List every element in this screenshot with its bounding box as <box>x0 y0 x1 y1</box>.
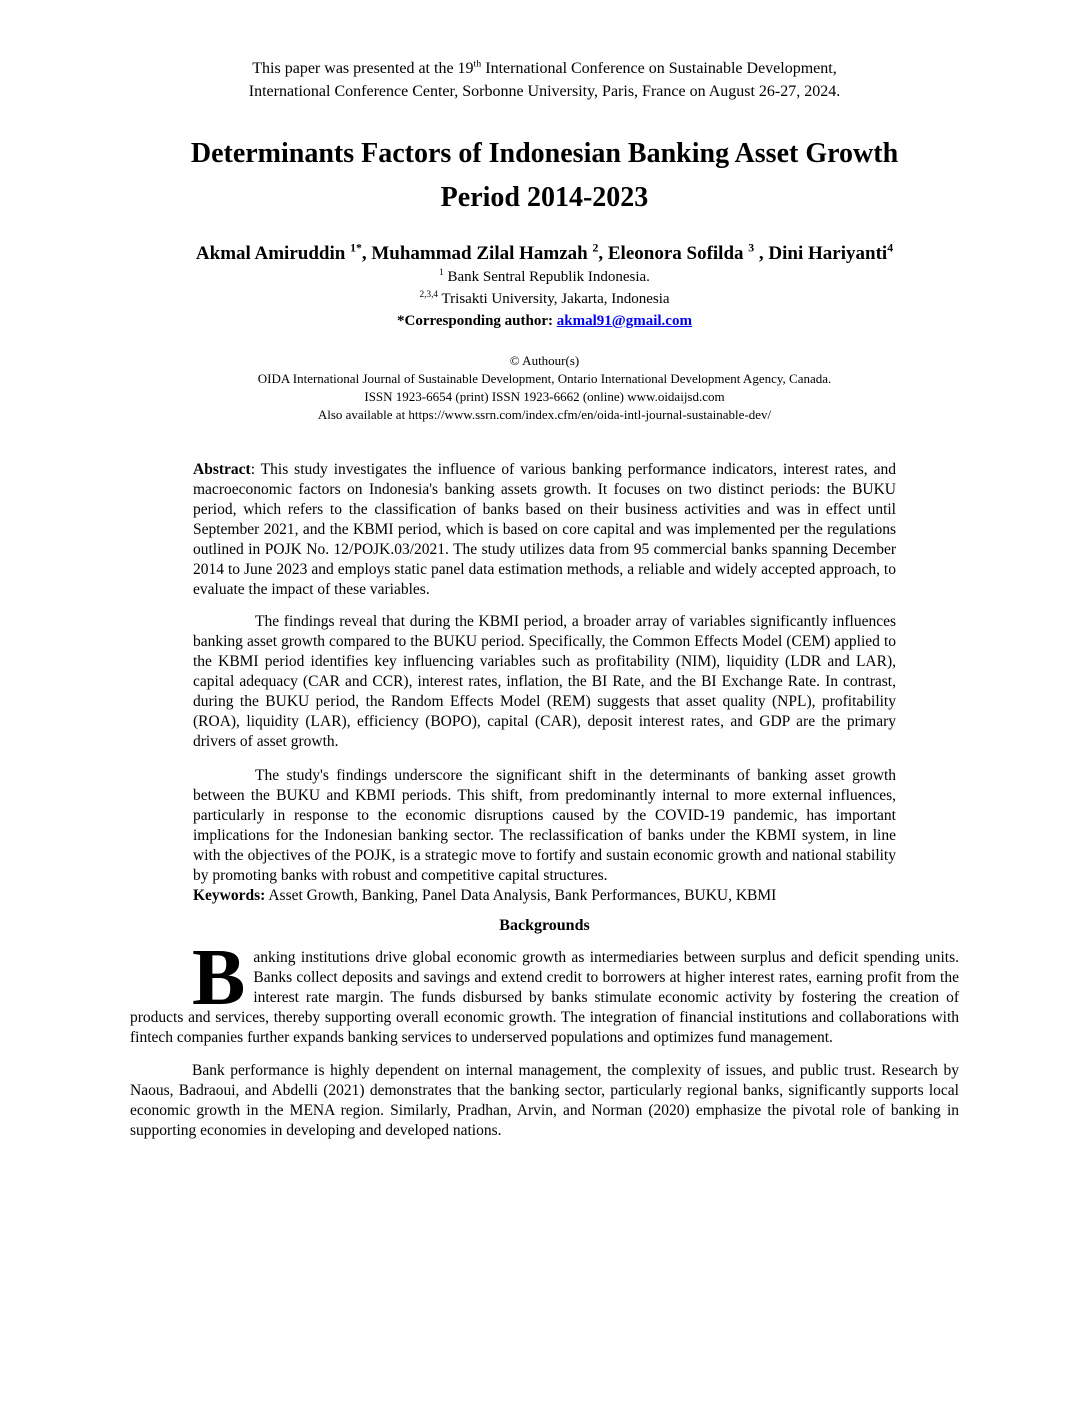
conference-note-text: International Conference on Sustainable Development, <box>481 60 837 77</box>
author-name: Eleonora Sofilda <box>607 243 749 264</box>
affiliation-bank <box>130 266 959 288</box>
author-separator: , <box>754 243 769 264</box>
author-separator: , <box>598 243 608 264</box>
conference-note <box>130 57 959 103</box>
author-name: Muhammad Zilal Hamzah <box>371 243 593 264</box>
affiliation-text: Trisakti University, Jakarta, Indonesia <box>438 291 670 307</box>
ordinal-superscript: th <box>473 58 482 70</box>
abstract-label: Abstract <box>193 461 251 478</box>
backgrounds-heading: Backgrounds <box>499 917 590 934</box>
email-link[interactable]: akmal91@gmail.com <box>556 313 692 329</box>
background-paragraph-1 <box>130 934 959 1048</box>
abstract-text: : This study investigates the influence of various banking performance indicators, interest rates, and macroeconomic factors on Indonesia's banking assets growth. It focuses on two distinct periods: the BUKU period, which refers to the classification of banks based on their business activities and was in effect until September 2021, and the KBMI period, which is based on core capital and was implemented per the regulations outlined in POJK No. 12/POJK.03/2021. The study utilizes data from 95 commercial banks spanning December 2014 to June 2023 and employs static panel data estimation methods, a reliable and widely accepted approach, to evaluate the impact of these variables. <box>193 461 896 598</box>
corresponding-author-label: *Corresponding author: <box>397 313 557 329</box>
affiliation-university <box>130 288 959 310</box>
paper-title <box>130 132 959 220</box>
background-paragraph-2: Bank performance is highly dependent on internal management, the complexity of issues, and public trust. Research by Naous, Badraoui, and Abdelli (2021) demonstrates that the banking sector, particularly regional banks, significantly supports local economic growth in the MENA region. Similarly, Pradhan, Arvin, and Norman (2020) emphasize the pivotal role of banking in supporting economies in developing and developed nations. <box>130 1062 959 1139</box>
affiliation-superscript: 2,3,4 <box>419 290 439 300</box>
conference-note-line2: International Conference Center, Sorbonne University, Paris, France on August 26-27, 2024. <box>248 83 841 100</box>
conference-note-text: This paper was presented at the 19 <box>252 60 474 77</box>
author-name: Akmal Amiruddin <box>195 243 351 264</box>
keywords-line <box>193 886 896 906</box>
drop-cap: B <box>192 934 246 1022</box>
abstract-paragraph-3: The study's findings underscore the significant shift in the determinants of banking asset growth between the BUKU and KBMI periods. This shift, from predominantly internal to more external influences, particularly in response to the economic disruptions caused by the COVID-19 pandemic, has important implications for the Indonesian banking sector. The reclassification of banks under the KBMI system, in line with the objectives of the POJK, is a strategic move to fortify and sustain economic growth and national stability by promoting banks with robust and competitive capital structures. <box>193 767 896 884</box>
abstract-paragraph-2: The findings reveal that during the KBMI period, a broader array of variables significantly influences banking asset growth compared to the BUKU period. Specifically, the Common Effects Model (CEM) applied to the KBMI period identifies key influencing variables such as profitability (NIM), liquidity (LDR and LAR), capital adequacy (CAR and CCR), interest rates, inflation, the BI Rate, and the BI Exchange Rate. In contrast, during the BUKU period, the Random Effects Model (REM) suggests that asset quality (NPL), profitability (ROA), liquidity (LAR), efficiency (BOPO), capital (CAR), deposit interest rates, and GDP are the primary drivers of asset growth. <box>193 613 896 750</box>
abstract-section <box>193 460 896 906</box>
background-text: anking institutions drive global economic growth as intermediaries between surplus and deficit spending units. Banks collect deposits and savings and extend credit to borrowers at higher interest rates, earning profit from the interest rate margin. The funds disbursed by banks stimulate economic activity by fostering the creation of products and services, thereby supporting overall economic growth. The integration of financial institutions and collaborations with fintech companies further expands banking services to underserved populations and optimizes fund management. <box>130 949 959 1046</box>
journal-line: OIDA International Journal of Sustainable Development, Ontario International Development Agency, Canada. <box>257 371 832 386</box>
author-superscript: 2 <box>592 241 599 255</box>
affiliation-text: Bank Sentral Republik Indonesia. <box>443 269 650 285</box>
keywords-text: Asset Growth, Banking, Panel Data Analysis, Bank Performances, BUKU, KBMI <box>265 887 777 904</box>
issn-line: ISSN 1923-6654 (print) ISSN 1923-6662 (online) www.oidaijsd.com <box>364 389 725 404</box>
availability-line: Also available at https://www.ssrn.com/index.cfm/en/oida-intl-journal-sustainable-dev/ <box>317 407 772 422</box>
paper-title-line2: Period 2014-2023 <box>440 182 649 213</box>
keywords-label: Keywords: <box>193 887 266 904</box>
author-separator: , <box>361 243 372 264</box>
copyright-line: © Authour(s) <box>509 353 580 368</box>
corresponding-author-line <box>130 310 959 332</box>
abstract-paragraph-1 <box>193 460 896 600</box>
author-name: Dini Hariyanti <box>768 243 888 264</box>
authors-line <box>130 242 959 266</box>
author-superscript: 1* <box>350 241 362 255</box>
conference-note-line1 <box>252 60 836 77</box>
affiliation-superscript: 1 <box>439 268 444 278</box>
author-superscript: 3 <box>748 241 755 255</box>
author-superscript: 4 <box>887 241 894 255</box>
imprint-block <box>130 352 959 424</box>
paper-title-line1: Determinants Factors of Indonesian Banking Asset Growth <box>190 138 899 169</box>
